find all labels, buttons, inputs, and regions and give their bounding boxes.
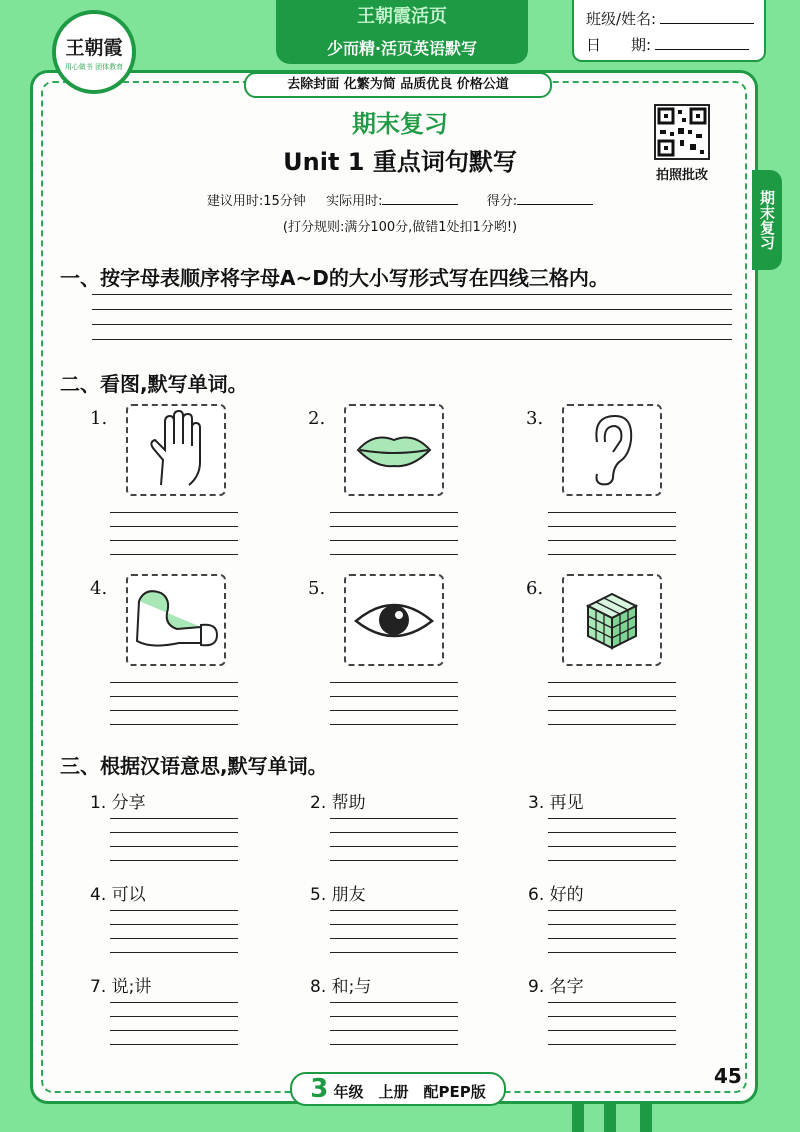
- mouth-icon: [344, 404, 444, 496]
- slogan: 去除封面 化繁为简 品质优良 价格公道: [244, 72, 552, 98]
- arm-icon: [126, 574, 226, 666]
- word-prompt: 7. 说;讲: [90, 977, 152, 997]
- answer-lines[interactable]: [110, 910, 238, 952]
- grade-text: 年级 上册 配PEP版: [333, 1083, 486, 1101]
- word-prompt: 8. 和;与: [310, 977, 372, 997]
- cube-icon: [562, 574, 662, 666]
- answer-lines[interactable]: [330, 682, 458, 724]
- review-title: 期末复习: [352, 110, 448, 138]
- item-number: 4.: [90, 578, 108, 599]
- word-prompt: 2. 帮助: [310, 793, 366, 813]
- ear-icon: [562, 404, 662, 496]
- word-prompt: 4. 可以: [90, 885, 146, 905]
- class-name-label: 班级/姓名:: [586, 10, 657, 28]
- four-line-grid[interactable]: [92, 294, 732, 344]
- word-prompt: 5. 朋友: [310, 885, 366, 905]
- answer-lines[interactable]: [330, 512, 458, 554]
- hand-icon: [126, 404, 226, 496]
- answer-lines[interactable]: [548, 682, 676, 724]
- scoring-rule: (打分规则:满分100分,做错1处扣1分哟!): [282, 220, 518, 235]
- actual-time-label: 实际用时:: [326, 194, 383, 209]
- item-number: 3.: [526, 408, 544, 429]
- suggested-time: 建议用时:15分钟: [206, 194, 306, 209]
- item-number: 5.: [308, 578, 326, 599]
- word-prompt: 9. 名字: [528, 977, 584, 997]
- logo-text: 王朝霞: [65, 36, 123, 59]
- binding-stripe: [640, 1104, 652, 1132]
- answer-lines[interactable]: [110, 818, 238, 860]
- answer-lines[interactable]: [548, 512, 676, 554]
- series-banner: [276, 0, 528, 64]
- student-info-box: [572, 0, 766, 62]
- answer-lines[interactable]: [548, 818, 676, 860]
- score-field[interactable]: [517, 194, 593, 205]
- date-field[interactable]: [655, 37, 749, 50]
- publisher-logo: [52, 10, 136, 94]
- section1-title: 一、按字母表顺序将字母A~D的大小写形式写在四线三格内。: [60, 266, 609, 290]
- unit-title: Unit 1 重点词句默写: [283, 148, 517, 176]
- binding-stripe: [572, 1104, 584, 1132]
- section2-title: 二、看图,默写单词。: [60, 372, 248, 396]
- answer-lines[interactable]: [110, 512, 238, 554]
- page-number: 45: [714, 1064, 742, 1088]
- meta-row: [0, 190, 800, 209]
- date-label: 日 期:: [586, 36, 652, 54]
- answer-lines[interactable]: [110, 1002, 238, 1044]
- word-prompt: 3. 再见: [528, 793, 584, 813]
- answer-lines[interactable]: [548, 910, 676, 952]
- grade-number: 3: [310, 1074, 329, 1104]
- class-name-field[interactable]: [660, 11, 754, 24]
- score-label: 得分:: [486, 194, 518, 209]
- qr-code-icon[interactable]: [654, 104, 710, 160]
- answer-lines[interactable]: [110, 682, 238, 724]
- item-number: 6.: [526, 578, 544, 599]
- answer-lines[interactable]: [330, 1002, 458, 1044]
- side-tab: 期末复习: [752, 170, 782, 270]
- eye-icon: [344, 574, 444, 666]
- banner-subtitle: 少而精·活页英语默写: [326, 39, 478, 58]
- item-number: 2.: [308, 408, 326, 429]
- actual-time-field[interactable]: [382, 194, 458, 205]
- word-prompt: 1. 分享: [90, 793, 146, 813]
- binding-stripe: [604, 1104, 616, 1132]
- banner-title: 王朝霞活页: [357, 6, 447, 27]
- section3-title: 三、根据汉语意思,默写单词。: [60, 754, 328, 778]
- answer-lines[interactable]: [548, 1002, 676, 1044]
- word-prompt: 6. 好的: [528, 885, 584, 905]
- qr-label: 拍照批改: [655, 168, 708, 183]
- item-number: 1.: [90, 408, 108, 429]
- grade-footer: [290, 1072, 506, 1106]
- answer-lines[interactable]: [330, 910, 458, 952]
- answer-lines[interactable]: [330, 818, 458, 860]
- logo-subtext: 用心做书 团体教育: [64, 62, 124, 71]
